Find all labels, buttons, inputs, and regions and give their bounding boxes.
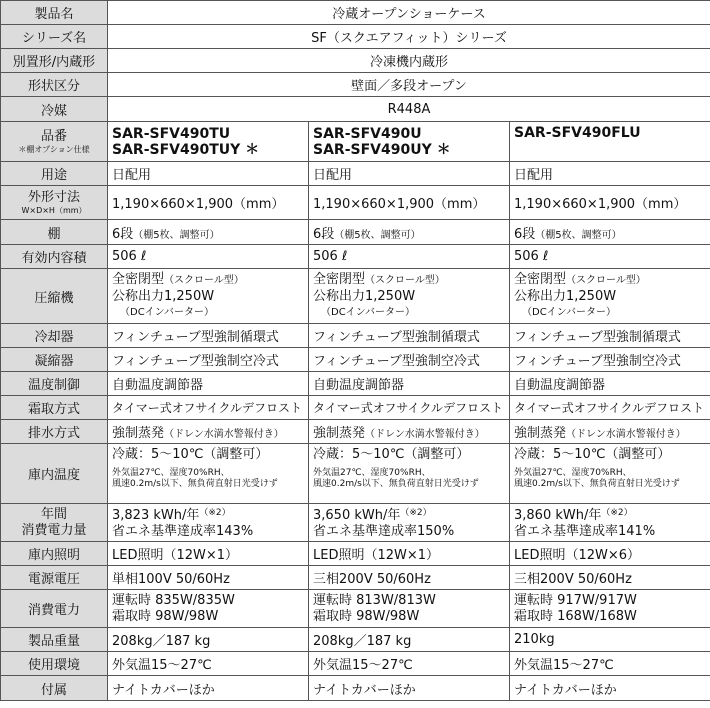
label-power: 消費電力 (1, 590, 108, 628)
compressor-type (112, 272, 304, 289)
label-capacity: 有効内容積 (1, 245, 108, 269)
drain-detail: （ドレン水満水警報付き） (365, 429, 485, 440)
annual-power-value: 3,860 kWh/年 (514, 508, 602, 523)
label-model-note: ＊棚オプション仕様 (18, 144, 90, 154)
row-product-name (1, 1, 710, 25)
footnote-mark: （※2） (400, 508, 432, 518)
label-defrost: 霜取方式 (1, 396, 108, 420)
row-weight (1, 628, 710, 652)
value-temp-control: 自動温度調節器 (510, 372, 710, 396)
shelves-detail: （棚5枚、調整可） (334, 229, 421, 241)
power-running: 運転時 835W/835W (112, 592, 235, 608)
row-usage (1, 162, 710, 186)
label-refrigerant: 冷媒 (1, 97, 108, 122)
power-defrost: 霜取時 168W/168W (514, 608, 637, 624)
shelves-count: 6段 (313, 226, 335, 242)
value-lighting: LED照明（12W×6） (510, 542, 710, 566)
power-running: 運転時 917W/917W (514, 592, 637, 608)
value-accessory: ナイトカバーほか (108, 676, 309, 701)
footnote-mark: （※2） (199, 508, 231, 518)
value-power (108, 590, 309, 628)
value-inner-temp (510, 444, 710, 504)
value-series: SF（スクエアフィット）シリーズ (108, 25, 710, 49)
compressor-type-main: 全密閉型 (313, 271, 366, 287)
value-drain (108, 420, 309, 444)
compressor-type-detail: （スクロール型） (566, 274, 646, 286)
value-temp-control: 自動温度調節器 (309, 372, 510, 396)
value-annual-power (510, 504, 710, 542)
value-cooler: フィンチューブ型強制循環式 (309, 324, 510, 348)
label-compressor: 圧縮機 (1, 269, 108, 324)
row-compressor (1, 269, 710, 324)
value-weight: 208kg／187 kg (309, 628, 510, 652)
label-accessory: 付属 (1, 676, 108, 701)
label-placement: 別置形/内蔵形 (1, 49, 108, 73)
model-code: SAR-SFV490TU (112, 125, 231, 142)
annual-power-value: 3,650 kWh/年 (313, 508, 401, 523)
value-capacity: 506 ℓ (108, 245, 309, 269)
value-condenser: フィンチューブ型強制空冷式 (108, 348, 309, 372)
label-voltage: 電源電圧 (1, 566, 108, 590)
label-usage: 用途 (1, 162, 108, 186)
shelves-detail: （棚5枚、調整可） (535, 229, 622, 241)
label-environment: 使用環境 (1, 652, 108, 676)
shelves-count: 6段 (112, 226, 134, 242)
inner-temp-condition: 風速0.2m/s以下、無負荷直射日光受けず (112, 479, 278, 489)
annual-power-amount (514, 505, 706, 524)
power-defrost: 霜取時 98W/98W (313, 608, 420, 624)
value-environment: 外気温15～27℃ (309, 652, 510, 676)
value-placement: 冷凍機内蔵形 (108, 49, 710, 73)
value-voltage: 単相100V 50/60Hz (108, 566, 309, 590)
value-temp-control: 自動温度調節器 (108, 372, 309, 396)
value-refrigerant: R448A (108, 97, 710, 122)
value-usage: 日配用 (108, 162, 309, 186)
value-defrost: タイマー式オフサイクルデフロスト (309, 396, 510, 420)
value-usage: 日配用 (309, 162, 510, 186)
model-code: SAR-SFV490FLU (514, 125, 641, 141)
label-temp-control: 温度制御 (1, 372, 108, 396)
value-annual-power (108, 504, 309, 542)
value-environment: 外気温15～27℃ (108, 652, 309, 676)
drain-detail: （ドレン水満水警報付き） (164, 429, 284, 440)
value-power (309, 590, 510, 628)
compressor-type-main: 全密閉型 (514, 271, 567, 287)
value-dimensions: 1,190×660×1,900（mm） (309, 186, 510, 220)
value-product-name: 冷蔵オープンショーケース (108, 1, 710, 25)
inner-temp-condition: 風速0.2m/s以下、無負荷直射日光受けず (514, 479, 680, 489)
row-defrost (1, 396, 710, 420)
value-capacity: 506 ℓ (309, 245, 510, 269)
model-code: SAR-SFV490UY ＊ (313, 141, 451, 158)
label-model (1, 122, 108, 162)
compressor-type (514, 272, 706, 289)
value-shelves (309, 220, 510, 245)
value-capacity: 506 ℓ (510, 245, 710, 269)
value-shelves (510, 220, 710, 245)
model-col-3 (510, 122, 710, 162)
value-inner-temp (309, 444, 510, 504)
annual-power-value: 3,823 kWh/年 (112, 508, 200, 523)
value-weight: 208kg／187 kg (108, 628, 309, 652)
value-lighting: LED照明（12W×1） (108, 542, 309, 566)
row-refrigerant (1, 97, 710, 122)
label-series: シリーズ名 (1, 25, 108, 49)
value-voltage: 三相200V 50/60Hz (510, 566, 710, 590)
drain-main: 強制蒸発 (514, 426, 567, 441)
row-environment (1, 652, 710, 676)
value-condenser: フィンチューブ型強制空冷式 (309, 348, 510, 372)
row-dimensions (1, 186, 710, 220)
value-lighting: LED照明（12W×1） (309, 542, 510, 566)
value-annual-power (309, 504, 510, 542)
row-inner-temp (1, 444, 710, 504)
model-col-2 (309, 122, 510, 162)
power-running: 運転時 813W/813W (313, 592, 436, 608)
compressor-type-main: 全密閉型 (112, 271, 165, 287)
inner-temp-condition: 外気温27℃、湿度70%RH、 (514, 468, 632, 478)
value-usage: 日配用 (510, 162, 710, 186)
label-drain: 排水方式 (1, 420, 108, 444)
compressor-type-detail: （スクロール型） (164, 274, 244, 286)
footnote-mark: （※2） (601, 508, 633, 518)
label-annual-power-line2: 消費電力量 (21, 522, 87, 538)
row-series (1, 25, 710, 49)
label-inner-temp: 庫内温度 (1, 444, 108, 504)
row-shape (1, 73, 710, 97)
value-voltage: 三相200V 50/60Hz (309, 566, 510, 590)
inner-temp-range: 冷蔵：5～10℃（調整可） (112, 447, 269, 462)
compressor-output: 公称出力1,250W (313, 288, 416, 304)
row-cooler (1, 324, 710, 348)
model-code: SAR-SFV490TUY ＊ (112, 141, 260, 158)
model-code: SAR-SFV490U (313, 125, 422, 142)
value-shape: 壁面／多段オープン (108, 73, 710, 97)
energy-saving-rate: 省エネ基準達成率143% (112, 524, 254, 539)
label-cooler: 冷却器 (1, 324, 108, 348)
compressor-type-detail: （スクロール型） (365, 274, 445, 286)
power-defrost: 霜取時 98W/98W (112, 608, 219, 624)
row-annual-power (1, 504, 710, 542)
label-dimensions (1, 186, 108, 220)
label-weight: 製品重量 (1, 628, 108, 652)
inner-temp-condition: 外気温27℃、湿度70%RH、 (112, 468, 230, 478)
drain-detail: （ドレン水満水警報付き） (566, 429, 686, 440)
value-compressor (309, 269, 510, 324)
value-cooler: フィンチューブ型強制循環式 (108, 324, 309, 348)
value-dimensions: 1,190×660×1,900（mm） (108, 186, 309, 220)
compressor-output: 公称出力1,250W (514, 288, 617, 304)
drain-main: 強制蒸発 (313, 426, 366, 441)
compressor-inverter: （DCインバーター） (321, 306, 415, 318)
value-defrost: タイマー式オフサイクルデフロスト (510, 396, 710, 420)
row-condenser (1, 348, 710, 372)
label-product-name: 製品名 (1, 1, 108, 25)
row-power (1, 590, 710, 628)
label-condenser: 凝縮器 (1, 348, 108, 372)
row-drain (1, 420, 710, 444)
row-model (1, 122, 710, 162)
label-annual-power (1, 504, 108, 542)
model-col-1 (108, 122, 309, 162)
row-accessory (1, 676, 710, 701)
value-condenser: フィンチューブ型強制空冷式 (510, 348, 710, 372)
annual-power-amount (112, 505, 304, 524)
label-annual-power-line1: 年間 (40, 506, 67, 522)
value-compressor (108, 269, 309, 324)
value-compressor (510, 269, 710, 324)
label-lighting: 庫内照明 (1, 542, 108, 566)
label-shape: 形状区分 (1, 73, 108, 97)
row-temp-control (1, 372, 710, 396)
label-model-text: 品番 (40, 128, 67, 144)
inner-temp-range: 冷蔵：5～10℃（調整可） (313, 447, 470, 462)
drain-main: 強制蒸発 (112, 426, 165, 441)
label-dimensions-text: 外形寸法 (27, 189, 80, 205)
value-shelves (108, 220, 309, 245)
value-cooler: フィンチューブ型強制循環式 (510, 324, 710, 348)
row-capacity (1, 245, 710, 269)
compressor-inverter: （DCインバーター） (120, 306, 214, 318)
row-placement (1, 49, 710, 73)
compressor-inverter: （DCインバーター） (522, 306, 616, 318)
inner-temp-range: 冷蔵：5～10℃（調整可） (514, 447, 671, 462)
energy-saving-rate: 省エネ基準達成率150% (313, 524, 455, 539)
compressor-type (313, 272, 505, 289)
value-dimensions: 1,190×660×1,900（mm） (510, 186, 710, 220)
row-shelves (1, 220, 710, 245)
shelves-detail: （棚5枚、調整可） (133, 229, 220, 241)
value-defrost: タイマー式オフサイクルデフロスト (108, 396, 309, 420)
annual-power-amount (313, 505, 505, 524)
value-drain (510, 420, 710, 444)
shelves-count: 6段 (514, 226, 536, 242)
label-dimensions-unit: W×D×H（mm） (21, 205, 87, 215)
value-drain (309, 420, 510, 444)
label-shelves: 棚 (1, 220, 108, 245)
value-power (510, 590, 710, 628)
value-accessory: ナイトカバーほか (510, 676, 710, 701)
energy-saving-rate: 省エネ基準達成率141% (514, 524, 656, 539)
compressor-output: 公称出力1,250W (112, 288, 215, 304)
value-inner-temp (108, 444, 309, 504)
value-accessory: ナイトカバーほか (309, 676, 510, 701)
value-weight: 210kg (510, 628, 710, 652)
value-environment: 外気温15～27℃ (510, 652, 710, 676)
row-voltage (1, 566, 710, 590)
row-lighting (1, 542, 710, 566)
inner-temp-condition: 外気温27℃、湿度70%RH、 (313, 468, 431, 478)
inner-temp-condition: 風速0.2m/s以下、無負荷直射日光受けず (313, 479, 479, 489)
